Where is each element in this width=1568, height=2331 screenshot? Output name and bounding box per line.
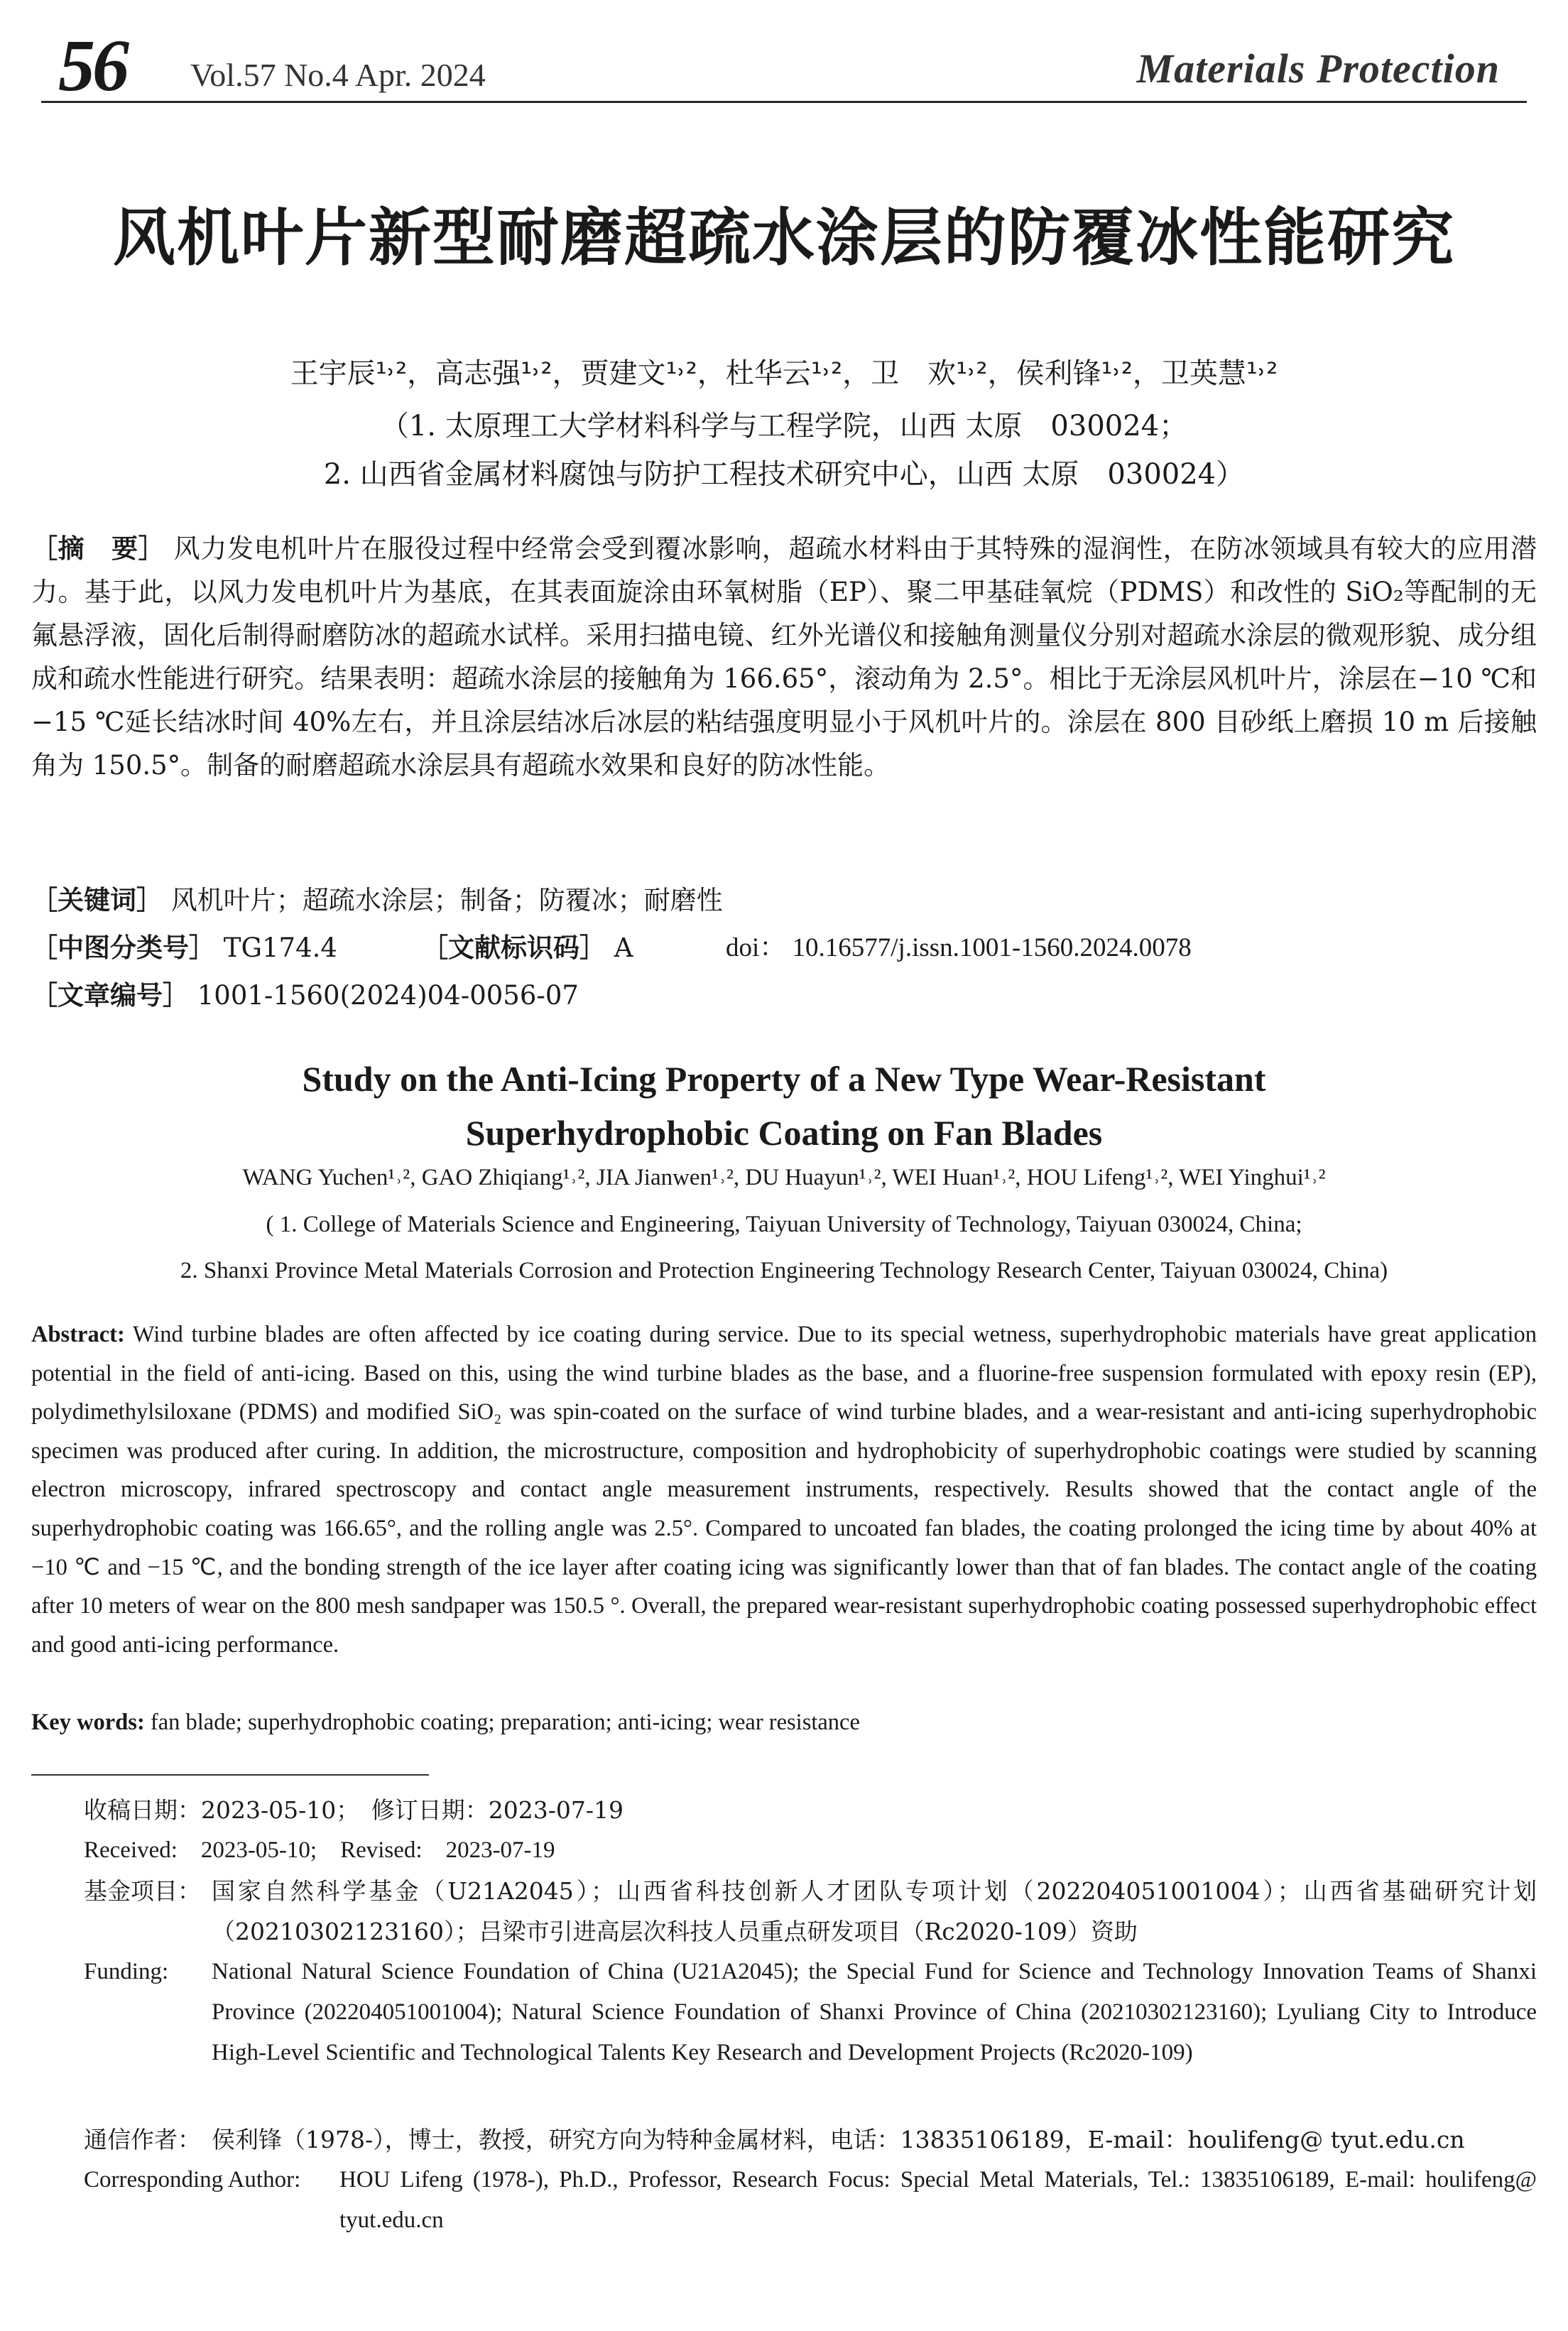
keywords-zh-text: 风机叶片；超疏水涂层；制备；防覆冰；耐磨性 xyxy=(170,885,723,915)
title-en-line-1: Study on the Anti-Icing Property of a New Type Wear-Resistant xyxy=(302,1059,1266,1099)
keywords-zh-label: ［关键词］ xyxy=(31,885,163,915)
funding-zh xyxy=(84,1871,1537,1952)
header-rule xyxy=(41,101,1527,103)
abstract-zh-text: 风力发电机叶片在服役过程中经常会受到覆冰影响，超疏水材料由于其特殊的湿润性，在防冰领域具有较大的应用潜力。基于此，以风力发电机叶片为基底，在其表面旋涂由环氧树脂（EP）、聚二甲基硅氧烷（PDMS）和改性的 SiO₂等配制的无氟悬浮液，固化后制得耐磨防冰的超疏水试样。采用扫描电镜、红外光谱仪和接触角测量仪分别对超疏水涂层的微观形貌、成分组成和疏水性能进行研究。结果表明：超疏水涂层的接触角为 166.65°，滚动角为 2.5°。相比于无涂层风机叶片，涂层在−10 ℃和−15 ℃延长结冰时间 40%左右，并且涂层结冰后冰层的粘结强度明显小于风机叶片的。涂层在 800 目砂纸上磨损 10 m 后接触角为 150.5°。制备的耐磨超疏水涂层具有超疏水效果和良好的防冰性能。 xyxy=(31,533,1537,781)
funding-zh-text: 国家自然科学基金（U21A2045）；山西省科技创新人才团队专项计划（202204051001004）；山西省基础研究计划（20210302123160）；吕梁市引进高层次科技人员重点研发项目（Rc2020-109）资助 xyxy=(212,1877,1537,1945)
article-number-label: ［文章编号］ xyxy=(31,980,189,1011)
article-number xyxy=(31,976,579,1016)
footnote-rule xyxy=(31,1774,429,1776)
funding-en-text: National Natural Science Foundation of China (U21A2045); the Special Fund for Science and Technology Innovation Teams of Shanxi Province (202204051001004); Natural Science Foundation of Shanxi Province of China (20210302123160); Lyuliang City to Introduce High-Level Scientific and Technological Talents Key Research and Development Projects (Rc2020-109) xyxy=(212,1959,1537,2065)
clc-label: ［中图分类号］ xyxy=(31,933,215,963)
doc-label: ［文献标识码］ xyxy=(422,933,606,963)
abstract-zh xyxy=(31,527,1537,787)
abstract-en-text: Wind turbine blades are often affected by ice coating during service. Due to its special wetness, superhydrophobic materials have great application potential in the field of anti-icing. Based on this, using the wind turbine blades as the base, and a fluorine-free suspension formulated with epoxy resin (EP), polydimethylsiloxane (PDMS) and modified SiO₂ was spin-coated on the surface of wind turbine blades, and a wear-resistant and anti-icing superhydrophobic specimen was produced after curing. In addition, the microstructure, composition and hydrophobicity of superhydrophobic coatings were studied by scanning electron microscopy, infrared spectroscopy and contact angle measurement instruments, respectively. Results showed that the contact angle of the superhydrophobic coating was 166.65°, and the rolling angle was 2.5°. Compared to uncoated fan blades, the coating prolonged the icing time by about 40% at −10 ℃ and −15 ℃, and the bonding strength of the ice layer after coating icing was significantly lower than that of fan blades. The contact angle of the coating after 10 meters of wear on the 800 mesh sandpaper was 150.5 °. Overall, the prepared wear-resistant superhydrophobic coating possessed superhydrophobic effect and good anti-icing performance. xyxy=(31,1322,1537,1658)
page-number: 56 xyxy=(58,25,126,107)
title-en-line-2: Superhydrophobic Coating on Fan Blades xyxy=(465,1113,1103,1153)
clc-value: TG174.4 xyxy=(223,933,337,963)
corresponding-zh xyxy=(84,2119,1537,2160)
doi xyxy=(726,928,1192,968)
affiliation-en-1: ( 1. College of Materials Science and Engineering, Taiyuan University of Technology, Taiyuan 030024, China; xyxy=(266,1212,1302,1237)
received-en: Received: 2023-05-10; Revised: 2023-07-19 xyxy=(84,1837,555,1863)
funding-zh-label: 基金项目： xyxy=(84,1877,201,1905)
journal-issue: Vol.57 No.4 Apr. 2024 xyxy=(190,57,486,93)
keywords-en xyxy=(31,1703,1537,1742)
doc-code xyxy=(422,928,633,968)
corresponding-zh-text: 侯利锋（1978-），博士，教授，研究方向为特种金属材料，电话：13835106189，E-mail：houlifeng@ tyut.edu.cn xyxy=(212,2126,1465,2153)
keywords-zh xyxy=(31,881,723,920)
affiliation-zh-1: （1. 太原理工大学材料科学与工程学院，山西 太原 030024； xyxy=(380,410,1188,442)
article-number-value: 1001-1560(2024)04-0056-07 xyxy=(197,980,579,1011)
funding-en-label: Funding: xyxy=(84,1959,169,1984)
corresponding-zh-label: 通信作者： xyxy=(84,2126,201,2153)
funding-en xyxy=(84,1952,1537,2073)
doc-value: A xyxy=(614,933,633,963)
journal-name: Materials Protection xyxy=(1136,45,1500,92)
corresponding-en-label: Corresponding Author: xyxy=(84,2167,301,2193)
authors-en: WANG Yuchen¹˒², GAO Zhiqiang¹˒², JIA Jianwen¹˒², DU Huayun¹˒², WEI Huan¹˒², HOU Lifeng¹˒², WEI Yinghui¹˒² xyxy=(242,1165,1326,1190)
abstract-en xyxy=(31,1315,1537,1664)
classification-line xyxy=(31,928,337,968)
affiliation-zh-2: 2. 山西省金属材料腐蚀与防护工程技术研究中心，山西 太原 030024） xyxy=(323,458,1245,491)
affiliation-en-2: 2. Shanxi Province Metal Materials Corrosion and Protection Engineering Technology Research Center, Taiyuan 030024, China) xyxy=(180,1258,1388,1283)
corresponding-en-text: HOU Lifeng (1978-), Ph.D., Professor, Research Focus: Special Metal Materials, Tel.: 13835106189, E-mail: houlifeng@ tyut.edu.cn xyxy=(339,2167,1537,2233)
corresponding-en xyxy=(84,2160,1537,2241)
keywords-en-label: Key words: xyxy=(31,1710,145,1735)
keywords-en-text: fan blade; superhydrophobic coating; preparation; anti-icing; wear resistance xyxy=(150,1710,860,1735)
doi-value: 10.16577/j.issn.1001-1560.2024.0078 xyxy=(792,933,1192,962)
received-zh: 收稿日期：2023-05-10； 修订日期：2023-07-19 xyxy=(84,1796,624,1824)
abstract-en-label: Abstract: xyxy=(31,1322,125,1347)
doi-label: doi： xyxy=(726,933,786,962)
title-zh: 风机叶片新型耐磨超疏水涂层的防覆冰性能研究 xyxy=(112,201,1455,274)
authors-zh: 王宇辰¹˒²，高志强¹˒²，贾建文¹˒²，杜华云¹˒²，卫 欢¹˒²，侯利锋¹˒²，卫英慧¹˒² xyxy=(290,357,1278,390)
abstract-zh-label: ［摘 要］ xyxy=(31,533,165,564)
